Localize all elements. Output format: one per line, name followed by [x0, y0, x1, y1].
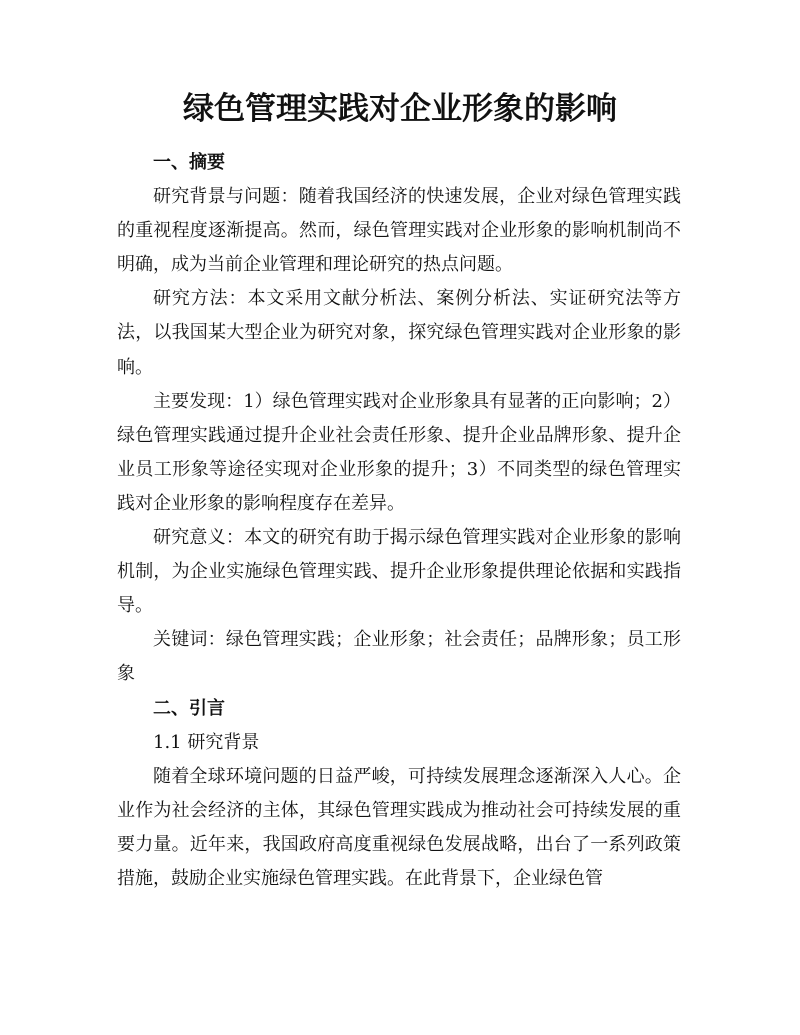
paragraph-findings: 主要发现：1）绿色管理实践对企业形象具有显著的正向影响；2）绿色管理实践通过提升企业社会责任形象、提升企业品牌形象、提升企业员工形象等途径实现对企业形象的提升；3）不同类型的绿色管理实践对企业形象的影响程度存在差异。: [117, 390, 681, 514]
document-body: [117, 146, 681, 896]
paragraph-significance: 研究意义：本文的研究有助于揭示绿色管理实践对企业形象的影响机制，为企业实施绿色管理实践、提升企业形象提供理论依据和实践指导。: [117, 527, 681, 617]
document-title: 绿色管理实践对企业形象的影响: [183, 91, 617, 127]
paragraph-keywords: 关键词：绿色管理实践；企业形象；社会责任；品牌形象；员工形象: [117, 629, 681, 685]
paragraph-intro-1: 随着全球环境问题的日益严峻，可持续发展理念逐渐深入人心。企业作为社会经济的主体，其绿色管理实践成为推动社会可持续发展的重要力量。近年来，我国政府高度重视绿色发展战略，出台了一系列政策措施，鼓励企业实施绿色管理实践。在此背景下，企业绿色管: [117, 765, 681, 889]
paragraph-background: 研究背景与问题：随着我国经济的快速发展，企业对绿色管理实践的重视程度逐渐提高。然而，绿色管理实践对企业形象的影响机制尚不明确，成为当前企业管理和理论研究的热点问题。: [117, 186, 681, 276]
section-heading-abstract: 一、摘要: [153, 152, 225, 173]
section-heading-introduction: 二、引言: [153, 697, 225, 719]
paragraph-method: 研究方法：本文采用文献分析法、案例分析法、实证研究法等方法，以我国某大型企业为研究对象，探究绿色管理实践对企业形象的影响。: [117, 288, 681, 378]
subsection-heading-1-1: 1.1 研究背景: [153, 731, 260, 753]
